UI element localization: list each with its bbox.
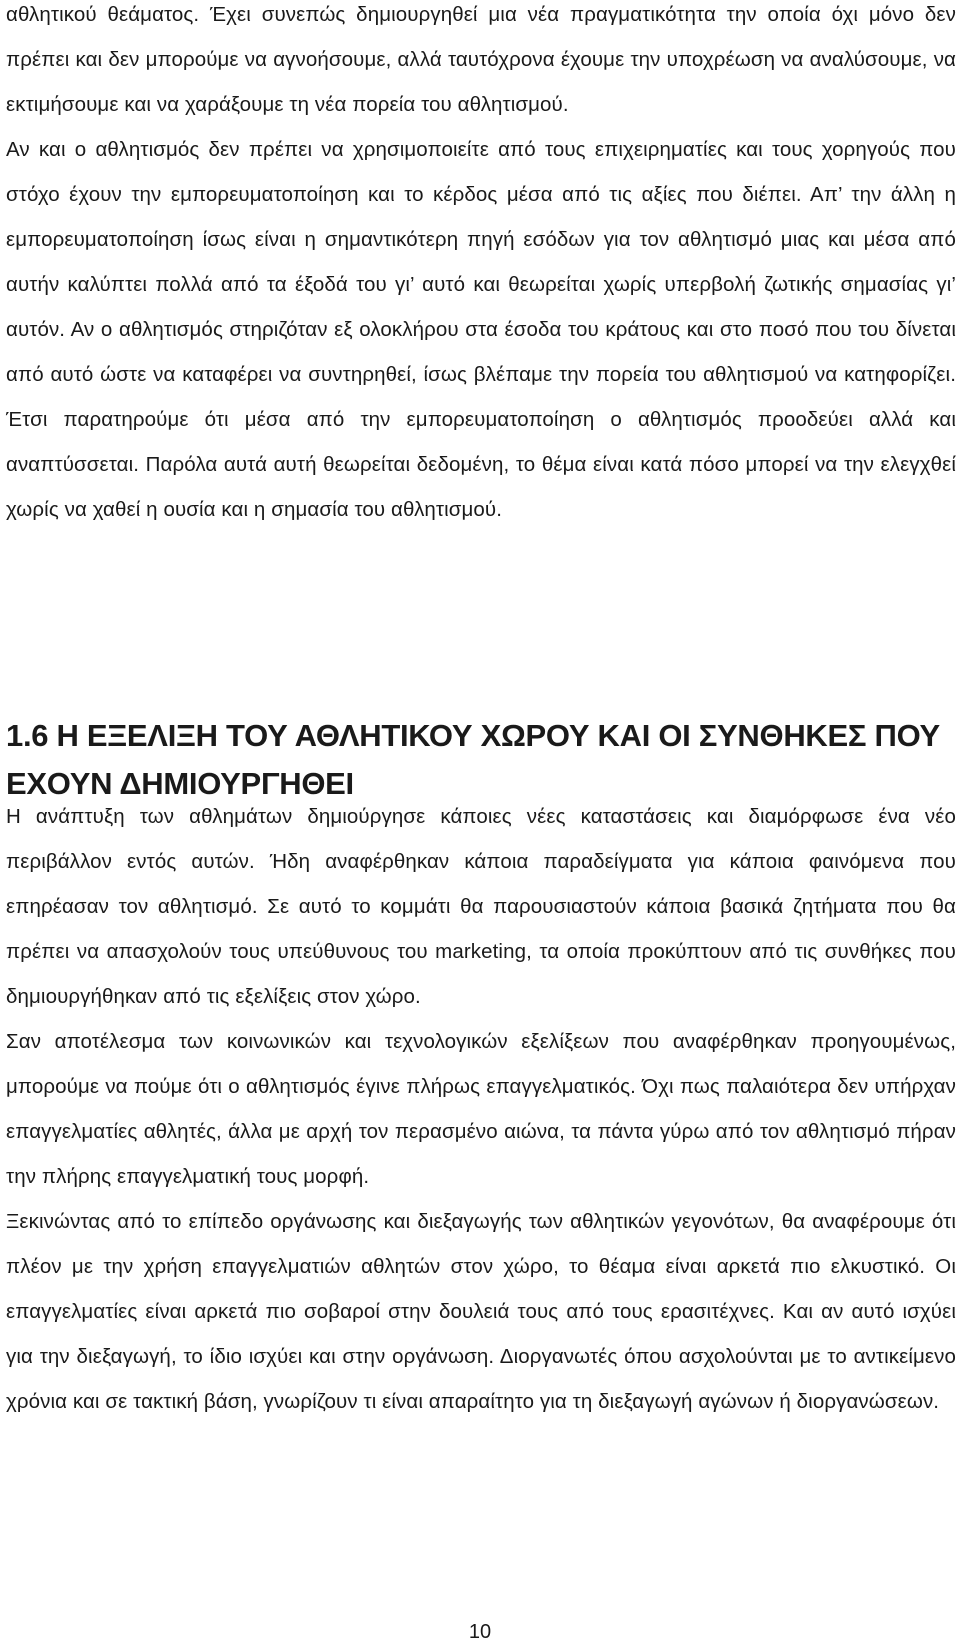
paragraph-commercialization-reality: αθλητικού θεάματος. Έχει συνεπώς δημιουργηθεί μια νέα πραγματικότητα την οποία όχι μόνο δεν πρέπει και δεν μπορούμε να αγνοήσουμε, αλλά ταυτόχρονα έχουμε την υποχρέωση να αναλύσουμε, να εκτιμήσουμε και να χαράξουμε τη νέα πορεία του αθλητισμού. [6, 3, 956, 116]
paragraph-sports-development: Η ανάπτυξη των αθλημάτων δημιούργησε κάποιες νέες καταστάσεις και διαμόρφωσε ένα νέο περιβάλλον εντός αυτών. Ήδη αναφέρθηκαν κάποια παραδείγματα για κάποια φαινόμενα που επηρέασαν τον αθλητισμό. Σε αυτό το κομμάτι θα παρουσιαστούν κάποια βασικά ζητήματα που θα πρέπει να απασχολούν τους υπεύθυνους του marketing, τα οποία προκύπτουν από τις συνθήκες που δημιουργήθηκαν από τις εξελίξεις στον χώρο. [6, 805, 956, 1008]
paragraph-professionalism: Σαν αποτέλεσμα των κοινωνικών και τεχνολογικών εξελίξεων που αναφέρθηκαν προηγουμένως, μπορούμε να πούμε ότι ο αθλητισμός έγινε πλήρως επαγγελματικός. Όχι πως παλαιότερα δεν υπήρχαν επαγγελματίες αθλητές, άλλα με αρχή τον περασμένο αιώνα, τα πάντα γύρω από τον αθλητισμό πήραν την πλήρης επαγγελματική τους μορφή. [6, 1030, 956, 1188]
paragraph-organization-level: Ξεκινώντας από το επίπεδο οργάνωσης και διεξαγωγής των αθλητικών γεγονότων, θα αναφέρουμε ότι πλέον με την χρήση επαγγελματιών αθλητών στον χώρο, το θέαμα είναι αρκετά πιο ελκυστικό. Οι επαγγελματίες είναι αρκετά πιο σοβαροί στην δουλειά τους από τους ερασιτέχνες. Και αν αυτό ισχύει για την διεξαγωγή, το ίδιο ισχύει και στην οργάνωση. Διοργανωτές όπου ασχολούνται με το αντικείμενο χρόνια και σε τακτική βάση, γνωρίζουν τι είναι απαραίτητο για τη διεξαγωγή αγώνων ή διοργανώσεων. [6, 1210, 956, 1413]
paragraph-sponsors-and-revenue: Αν και ο αθλητισμός δεν πρέπει να χρησιμοποιείτε από τους επιχειρηματίες και τους χορηγούς που στόχο έχουν την εμπορευματοποίηση και το κέρδος μέσα από τις αξίες που διέπει. Απ’ την άλλη η εμπορευματοποίηση ίσως είναι η σημαντικότερη πηγή εσόδων για τον αθλητισμό μιας και μέσα από αυτήν καλύπτει πολλά από τα έξοδά του γι’ αυτό και θεωρείται χωρίς υπερβολή ζωτικής σημασίας γι’ αυτόν. Αν ο αθλητισμός στηριζόταν εξ ολοκλήρου στα έσοδα του κράτους και στο ποσό που του δίνεται από αυτό ώστε να καταφέρει να συντηρηθεί, ίσως βλέπαμε την πορεία του αθλητισμού να κατηφορίζει. Έτσι παρατηρούμε ότι μέσα από την εμπορευματοποίηση ο αθλητισμός προοδεύει αλλά και αναπτύσσεται. Παρόλα αυτά αυτή θεωρείται δεδομένη, το θέμα είναι κατά πόσο μπορεί να την ελεγχθεί χωρίς να χαθεί η ουσία και η σημασία του αθλητισμού. [6, 138, 956, 521]
section-text-block [6, 794, 956, 1424]
page-number: 10 [468, 1621, 492, 1643]
intro-text-block [6, 0, 956, 532]
section-heading: 1.6 Η ΕΞΕΛΙΞΗ ΤΟΥ ΑΘΛΗΤΙΚΟΥ ΧΩΡΟΥ ΚΑΙ ΟΙ ΣΥΝΘΗΚΕΣ ΠΟΥ ΕΧΟΥΝ ΔΗΜΙΟΥΡΓΗΘΕΙ [6, 718, 940, 801]
